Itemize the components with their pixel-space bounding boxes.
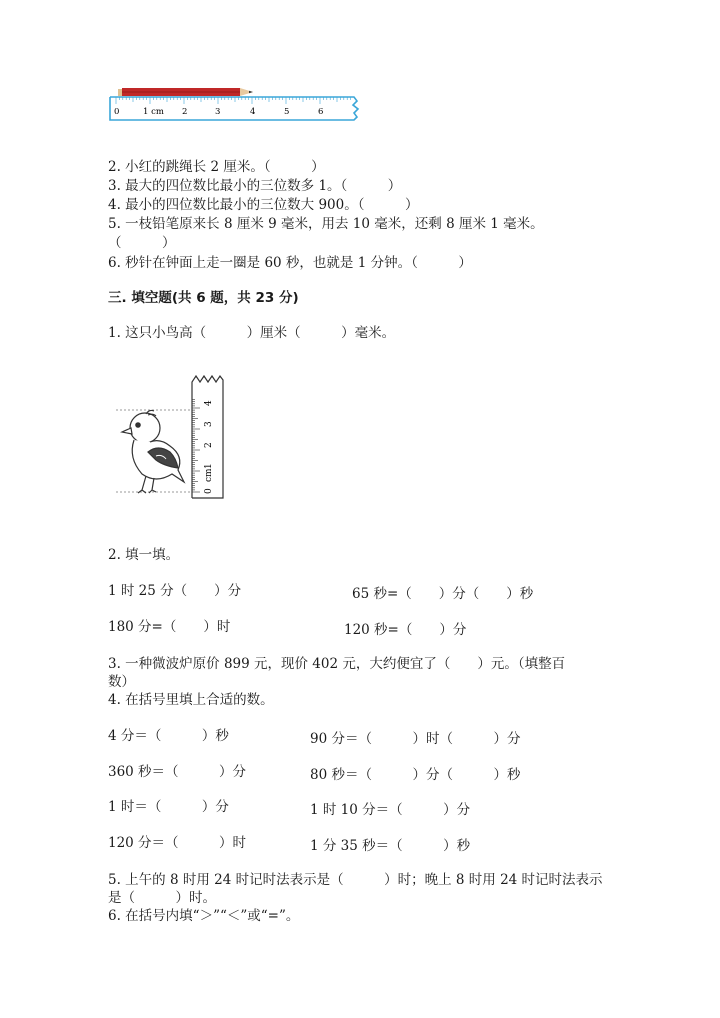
fill-q1: 1. 这只小鸟高（ ）厘米（ ）毫米。 bbox=[108, 325, 396, 341]
ruler-label-5: 5 bbox=[284, 107, 290, 117]
fill-q5-line2: 是（ ）时。 bbox=[108, 890, 216, 906]
judge-item-4: 4. 最小的四位数比最小的三位数大 900。（ ） bbox=[108, 197, 419, 213]
fill-q4-r4-c1: 120 分＝（ ）时 bbox=[108, 835, 247, 851]
fill-q4-r4-c2: 1 分 35 秒＝（ ）秒 bbox=[310, 838, 471, 854]
bird-icon bbox=[122, 410, 184, 493]
fill-q6: 6. 在括号内填“＞”“＜”或“=”。 bbox=[108, 908, 300, 924]
section-heading: 三. 填空题(共 6 题，共 23 分) bbox=[108, 290, 299, 306]
fill-q4-r3-c2: 1 时 10 分＝（ ）分 bbox=[310, 802, 471, 818]
ruler-label-2: 2 bbox=[182, 107, 188, 117]
judge-item-2: 2. 小红的跳绳长 2 厘米。（ ） bbox=[108, 159, 325, 175]
fill-q4-r1-c2: 90 分＝（ ）时（ ）分 bbox=[310, 731, 521, 747]
fill-q4-r2-c2: 80 秒＝（ ）分（ ）秒 bbox=[310, 767, 521, 783]
fill-q4-r2-c1: 360 秒＝（ ）分 bbox=[108, 764, 247, 780]
pencil-icon bbox=[118, 88, 253, 96]
vruler-label-1: 1 bbox=[204, 463, 214, 469]
fill-q4-title: 4. 在括号里填上合适的数。 bbox=[108, 692, 274, 708]
vruler-label-4: 4 bbox=[204, 400, 214, 406]
vruler-label-3: 3 bbox=[204, 421, 214, 427]
vruler-label-cm: cm bbox=[204, 468, 214, 482]
fill-q2-r2-c2: 120 秒=（ ）分 bbox=[344, 622, 467, 638]
judge-item-3: 3. 最大的四位数比最小的三位数多 1。（ ） bbox=[108, 178, 402, 194]
ruler-label-4: 4 bbox=[250, 107, 256, 117]
fill-q2-title: 2. 填一填。 bbox=[108, 547, 180, 563]
fill-q5-line1: 5. 上午的 8 时用 24 时记时法表示是（ ）时；晚上 8 时用 24 时记时法表示 bbox=[108, 872, 603, 888]
fill-q2-r1-c1: 1 时 25 分（ ）分 bbox=[108, 583, 242, 599]
fill-q4-r3-c1: 1 时＝（ ）分 bbox=[108, 799, 229, 815]
fill-q4-r1-c1: 4 分＝（ ）秒 bbox=[108, 728, 229, 744]
judge-item-6: 6. 秒针在钟面上走一圈是 60 秒，也就是 1 分钟。（ ） bbox=[108, 255, 472, 271]
ruler-label-0: 0 bbox=[114, 107, 120, 117]
ruler-label-1: 1 cm bbox=[143, 107, 164, 117]
fill-q2-r1-c2: 65 秒=（ ）分（ ）秒 bbox=[352, 586, 534, 602]
fill-q2-r2-c1: 180 分=（ ）时 bbox=[108, 619, 231, 635]
ruler-label-6: 6 bbox=[318, 107, 324, 117]
judge-item-5: 5. 一枝铅笔原来长 8 厘米 9 毫米，用去 10 毫米，还剩 8 厘米 1 毫米。 bbox=[108, 216, 544, 232]
bird-ruler-figure bbox=[108, 370, 233, 500]
judge-item-5-bracket: （ ） bbox=[108, 235, 176, 251]
ruler-label-3: 3 bbox=[215, 107, 221, 117]
vruler-label-0: 0 bbox=[204, 488, 214, 494]
fill-q3-line1: 3. 一种微波炉原价 899 元，现价 402 元，大约便宜了（ ）元。（填整百 bbox=[108, 656, 566, 672]
fill-q3-line2: 数） bbox=[108, 674, 135, 690]
ruler-pencil-figure bbox=[108, 84, 364, 124]
vruler-label-2: 2 bbox=[204, 442, 214, 448]
